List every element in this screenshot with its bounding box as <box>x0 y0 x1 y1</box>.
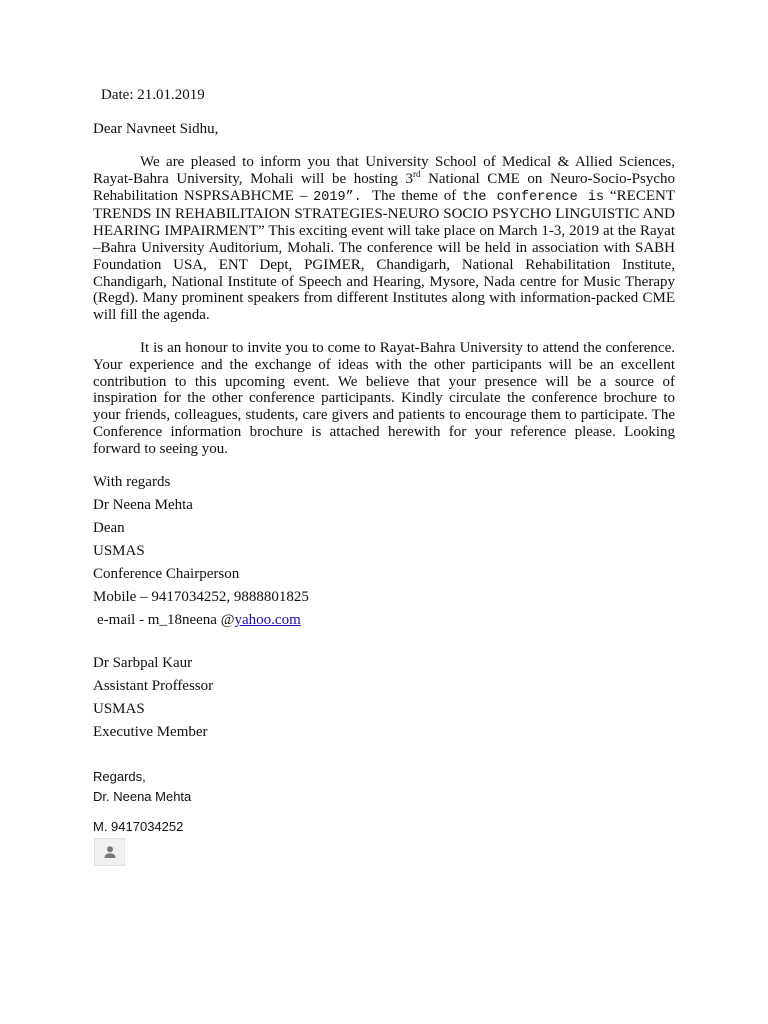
person-icon <box>103 845 117 859</box>
letter-date: Date: 21.01.2019 <box>101 87 205 103</box>
paragraph-honour-invite: It is an honour to invite you to come to Rayat-Bahra University to attend the conference. Your experience and the exchange of ideas with the other participants will be an excellent contribution to this upcoming event. We believe that your presence will be a source of inspiration for the other conference participants. Kindly circulate the conference brochure to your friends, colleagues, students, care givers and patients to encourage them to participate. The Conference information brochure is attached herewith for your reference please. Looking forward to seeing you. <box>93 340 675 457</box>
p1-year: 2019”. <box>313 189 373 205</box>
signature-regards: Regards, <box>93 769 146 784</box>
closing-regards: With regards <box>93 474 171 490</box>
paragraph-invitation-details <box>93 154 675 324</box>
p1-text-4: “RECENT TRENDS IN REHABILITAION STRATEGIES-NEURO SOCIO PSYCHO LINGUISTIC AND HEARING IMPAIRMENT” This exciting event will take place on March 1-3, 2019 at the Rayat –Bahra University Auditorium, Mohali. The conference will be held in association with SABH Foundation USA, ENT Dept, PGIMER, Chandigarh, National Rehabilitation Institute, Chandigarh, National Institute of Speech and Hearing, Mysore, Nada centre for Music Therapy (Regd). Many prominent speakers from different Institutes along with information-packed CME will fill the agenda. <box>93 187 675 324</box>
signatory2-org: USMAS <box>93 701 145 717</box>
signature-name: Dr. Neena Mehta <box>93 789 192 804</box>
signature-phone: M. 9417034252 <box>93 819 184 834</box>
signatory1-title: Dean <box>93 520 125 536</box>
email-domain-link[interactable]: yahoo.com <box>234 612 301 628</box>
p1-text-mono: the conference is <box>462 189 605 205</box>
p1-text-3: The theme of <box>372 187 463 204</box>
p1-text-2: National CME on Neuro-Socio-Psycho Rehabilitation NSPRSABHCME – <box>93 170 675 204</box>
signatory2-role: Executive Member <box>93 724 208 740</box>
p1-text-1: We are pleased to inform you that University School of Medical & Allied Sciences, Rayat-Bahra University, Mohali will be hosting 3 <box>93 154 675 187</box>
signatory1-email <box>97 612 301 629</box>
signatory2-name: Dr Sarbpal Kaur <box>93 655 193 671</box>
signatory1-name: Dr Neena Mehta <box>93 497 193 513</box>
signatory1-role: Conference Chairperson <box>93 566 240 582</box>
ordinal-superscript: rd <box>412 168 421 179</box>
email-prefix: e-mail - m_18neena @ <box>97 612 235 628</box>
avatar[interactable] <box>94 838 125 866</box>
signatory1-org: USMAS <box>93 543 145 559</box>
signatory2-title: Assistant Proffessor <box>93 678 214 694</box>
salutation: Dear Navneet Sidhu, <box>93 121 219 137</box>
signatory1-mobile: Mobile – 9417034252, 9888801825 <box>93 589 309 605</box>
